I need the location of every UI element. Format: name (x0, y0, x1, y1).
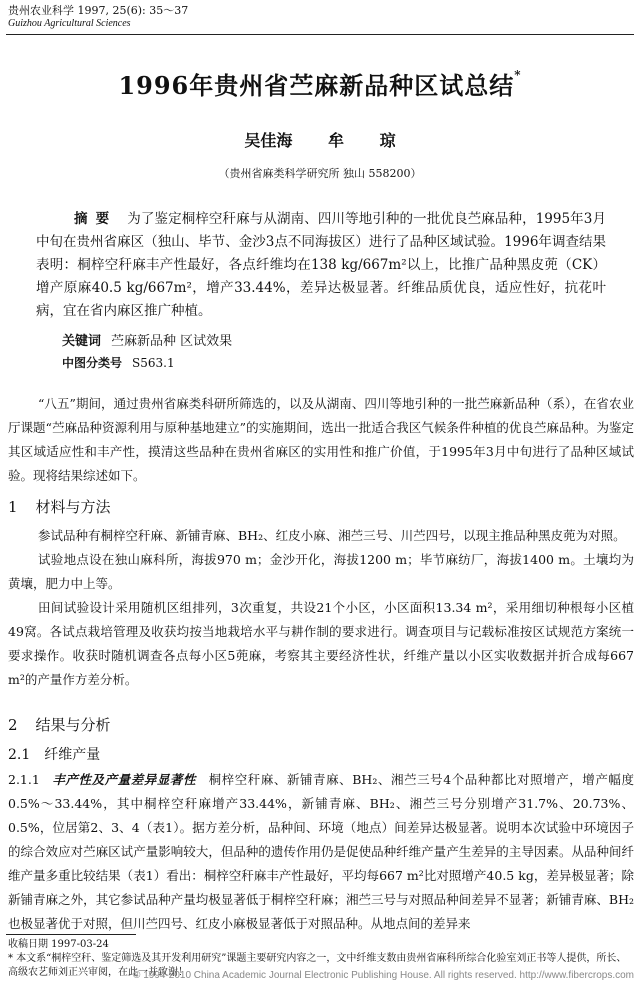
abstract (36, 208, 606, 323)
subsection-title: 纤维产量 (44, 747, 101, 763)
section-2-body (8, 768, 634, 936)
paragraph-heading: 丰产性及产量差异显著性 (52, 772, 197, 787)
section-title: 材料与方法 (35, 498, 111, 516)
classification-label: 中图分类号 (62, 356, 123, 370)
abstract-text: 为了鉴定桐梓空秆麻与从湖南、四川等地引种的一批优良苎麻品种，1995年3月中旬在贵州省麻区（独山、毕节、金沙3点不同海拔区）进行了品种区域试验。1996年调查结果表明：桐梓空秆麻丰产性最好，各点纤维均在138 kg/667m²以上，比推广品种黑皮蔸（CK）增产原麻40.5 kg/667m²，增产33.44%，差异达极显著。纤维品质优良，适应性好，抗花叶病，宜在省内麻区推广种植。 (36, 211, 606, 319)
section-heading-1 (8, 496, 111, 517)
footnote-divider (6, 934, 136, 935)
title-footnote-mark: * (514, 68, 522, 82)
intro-paragraph: “八五”期间，通过贵州省麻类科研所筛选的，以及从湖南、四川等地引种的一批苎麻新品种（系），在省农业厅课题“苎麻品种资源利用与原种基地建立”的实施期间，选出一批适合我区气候条件种植的优良苎麻品种。为鉴定其区域适应性和丰产性，摸清这些品种在贵州省麻区的实用性和推广价值，于1995年3月中旬进行了品种区域试验。现将结果综述如下。 (8, 396, 634, 483)
section-number: 1 (8, 498, 18, 516)
paragraph: 田间试验设计采用随机区组排列，3次重复，共设21个小区，小区面积13.34 m²，采用细切种根每小区植49窝。各试点栽培管理及收获均按当地栽培水平与耕作制的要求进行。调查项目与记载标准按区试规范方案统一要求操作。收获时随机调查各点每小区5蔸麻，考察其主要经济性状，纤维产量以小区实收数据并折合成每667 m²的产量作方差分析。 (8, 600, 634, 687)
section-heading-2 (8, 714, 111, 735)
paragraph: 试验地点设在独山麻科所，海拔970 m；金沙开化，海拔1200 m；毕节麻纺厂，海拔1400 m。土壤均为黄壤，肥力中上等。 (8, 552, 634, 591)
subsection-heading (8, 744, 100, 764)
received-date: 收稿日期 1997-03-24 (8, 939, 109, 950)
copyright-watermark: © 1994-2010 China Academic Journal Electronic Publishing House. All rights reserved. http://www.fibercrops.com (133, 970, 634, 981)
keywords-label: 关键词 (62, 334, 102, 349)
title-text: 1996年贵州省苎麻新品种区试总结 (118, 71, 515, 100)
journal-header (8, 4, 188, 30)
keywords-text: 苎麻新品种 区试效果 (111, 334, 233, 349)
paragraph-text: 桐梓空秆麻、新铺青麻、BH₂、湘苎三号4个品种都比对照增产，增产幅度0.5%～33.44%，其中桐梓空秆麻增产33.44%，新铺青麻、BH₂、湘苎三号分别增产31.7%、20.73%、0.5%，位居第2、3、4（表1）。据方差分析，品种间、环境（地点）间差异达极显著。说明本次试验中环境因子的综合效应对苎麻区试产量影响较大，但品种的遗传作用仍是促使品种纤维产量产生差异的主导因素。从品种间纤维产量多重比较结果（表1）看出：桐梓空秆麻丰产性最好，平均每667 m²比对照增产40.5 kg，差异极显著；除新铺青麻之外，其它参试品种产量均极显著低于桐梓空秆麻；湘苎三号与对照品种间差异不显著；新铺青麻、BH₂也极显著优于对照，但川苎四号、红皮小麻极显著低于对照品种。从地点间的差异来 (8, 772, 634, 931)
paper-title (0, 66, 640, 101)
classification (62, 354, 175, 371)
paragraph-number: 2.1.1 (8, 772, 40, 787)
introduction (8, 392, 634, 488)
section-1-body (8, 524, 634, 692)
paragraph (8, 768, 634, 936)
authors: 吴佳海 牟 琼 (244, 131, 396, 150)
journal-name-cn: 贵州农业科学 1997, 25(6): 35～37 (8, 4, 189, 17)
abstract-label: 摘要 (74, 211, 118, 227)
classification-value: S563.1 (132, 356, 175, 370)
affiliation: （贵州省麻类科学研究所 独山 558200） (218, 167, 422, 180)
paragraph: 参试品种有桐梓空秆麻、新铺青麻、BH₂、红皮小麻、湘苎三号、川苎四号，以现主推品种黑皮蔸为对照。 (38, 528, 626, 543)
header-divider (6, 34, 634, 35)
section-number: 2 (8, 716, 18, 734)
journal-name-en: Guizhou Agricultural Sciences (8, 18, 131, 29)
subsection-number: 2.1 (8, 747, 31, 763)
footnote-text: * 本文系“桐梓空秆、鉴定筛选及其开发利用研究”课题主要研究内容之一，文中纤维支数由贵州省麻科所综合化验室刘正书等人提供，所长、高级农艺师刘正兴审阅，在此一并致谢！ (8, 953, 627, 978)
keywords (62, 330, 232, 349)
section-title: 结果与分析 (35, 716, 111, 734)
